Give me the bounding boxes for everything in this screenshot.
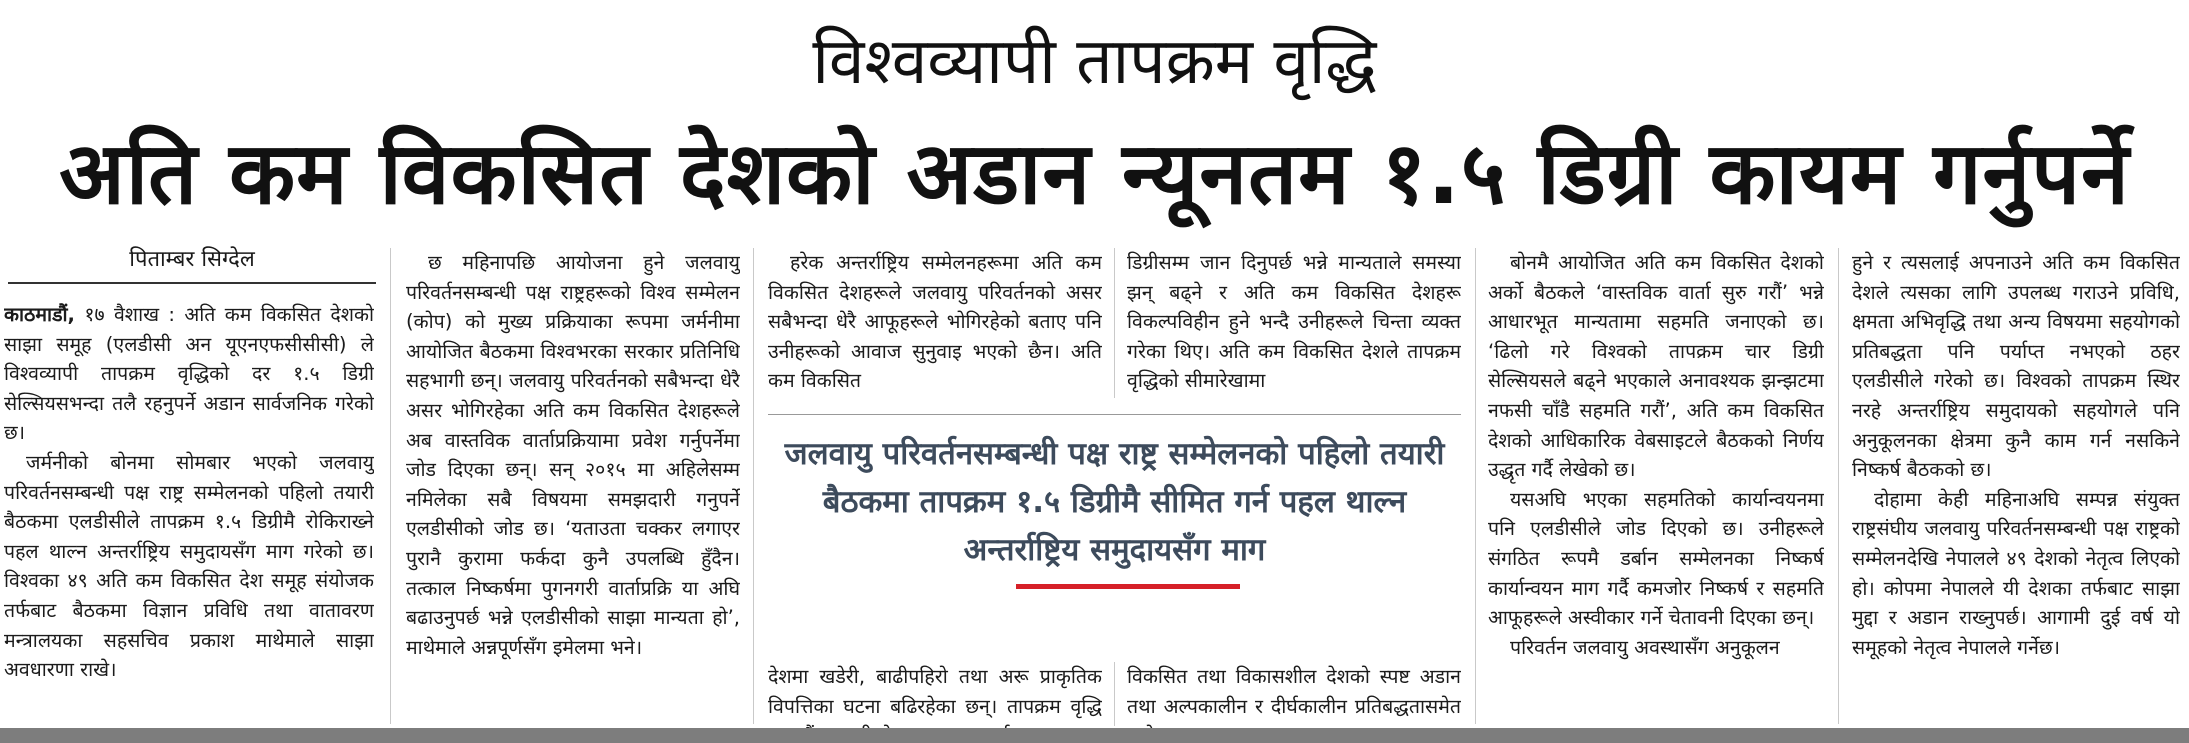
column-divider xyxy=(753,248,754,724)
article-paragraph: विकसित तथा विकासशील देशको स्पष्ट अडान तथा अल्पकालीन र दीर्घकालीन प्रतिबद्धतासमेत xyxy=(1127,665,1461,718)
column-divider xyxy=(1114,248,1115,398)
paragraph-text: १७ वैशाख : अति कम विकसित देशको साझा समूह (एलडीसी अन यूएनएफसीसीसी) ले विश्वव्यापी तापक्रम वृद्धिको दर १.५ डिग्री सेल्सियसभन्दा तलै रहनुपर्ने अडान सार्वजनिक गरेको छ। xyxy=(4,303,374,445)
article-paragraph: हरेक अन्तर्राष्ट्रिय सम्मेलनहरूमा अति कम विकसित देशहरूले जलवायु परिवर्तनको असर सबैभन्दा धेरै आफूहरूले भोगिरहेको बताए पनि उनीहरूको आवाज सुनुवाइ भएको छैन। अति कम विकसित xyxy=(768,251,1102,393)
article-paragraph: दोहामा केही महिनाअघि सम्पन्न संयुक्त राष्ट्रसंघीय जलवायु परिवर्तनसम्बन्धी पक्ष राष्ट्रको सम्मेलनदेखि नेपालले ४९ देशको नेतृत्व लिएको हो। कोपमा नेपालले यी देशका तर्फबाट साझा मुद्दा र अडान राख्नुपर्छ। आगामी दुई वर्ष यो समूहको नेतृत्व नेपालले गर्नेछ। xyxy=(1852,487,2180,659)
dateline: काठमाडौं, xyxy=(4,303,75,326)
pull-quote: जलवायु परिवर्तनसम्बन्धी पक्ष राष्ट्र सम्मेलनको पहिलो तयारी बैठकमा तापक्रम १.५ डिग्रीमै सीमित गर्न पहल थाल्न अन्तर्राष्ट्रिय समुदायसँग माग xyxy=(784,436,1445,568)
article-column-3-top xyxy=(768,248,1102,396)
article-column-6 xyxy=(1852,248,2180,718)
article-paragraph: हुने र त्यसलाई अपनाउने अति कम विकसित देशले त्यसका लागि उपलब्ध गराउने प्रविधि, क्षमता अभिवृद्धि तथा अन्य विषयमा सहयोगको प्रतिबद्धता पनि पर्याप्त नभएको ठहर एलडीसीले गरेको छ। विश्वको तापक्रम स्थिर नरहे अन्तर्राष्ट्रिय समुदायको सहयोगले पनि अनुकूलनका क्षेत्रमा कुनै काम गर्न नसकिने निष्कर्ष बैठकको छ। xyxy=(1852,251,2180,482)
page-bottom-band xyxy=(0,728,2189,743)
byline: पिताम्बर सिग्देल xyxy=(8,244,376,284)
article-column-5 xyxy=(1488,248,1824,718)
article-paragraph: बोनमै आयोजित अति कम विकसित देशको अर्को बैठकले ‘वास्तविक वार्ता सुरु गरौं’ भन्ने आधारभूत मान्यतामा सहमति जनाएको छ। ‘ढिलो गरे विश्वको तापक्रम चार डिग्री सेल्सियसले बढ्ने भएकाले अनावश्यक झन्झटमा नफसी चाँडै सहमति गरौं’, अति कम विकसित देशको आधिकारिक वेबसाइटले बैठकको निर्णय उद्धृत गर्दै लेखेको छ। xyxy=(1488,251,1824,482)
article-column-4-top xyxy=(1127,248,1461,396)
column-divider xyxy=(390,248,391,724)
column-divider xyxy=(1114,662,1115,726)
article-paragraph: छ महिनापछि आयोजना हुने जलवायु परिवर्तनसम्बन्धी पक्ष राष्ट्रहरूको विश्व सम्मेलन (कोप) को मुख्य प्रक्रियाका रूपमा जर्मनीमा आयोजित बैठकमा विश्वभरका सरकार प्रतिनिधि सहभागी छन्। जलवायु परिवर्तनको सबैभन्दा धेरै असर भोगिरहेका अति कम विकसित देशहरूले अब वास्तविक वार्ताप्रक्रियामा प्रवेश गर्नुपर्नेमा जोड दिएका छन्। सन् २०१५ मा अहिलेसम्म नमिलेका सबै विषयमा समझदारी गनुपर्ने एलडीसीको जोड छ। ‘यताउता चक्कर लगाएर पुरानै कुरामा फर्कदा कुनै उपलब्धि हुँदैन। तत्काल निष्कर्षमा पुगनगरी वार्ताप्रक्रि या अघि बढाउनुपर्छ भन्ने एलडीसीको साझा मान्यता हो’, माथेमाले अन्नपूर्णसँग इमेलमा भने। xyxy=(406,251,740,659)
article-column-3-bottom xyxy=(768,662,1102,737)
article-column-2 xyxy=(406,248,740,718)
article-paragraph: यसअघि भएका सहमतिको कार्यान्वयनमा पनि एलडीसीले जोड दिएको छ। उनीहरूले संगठित रूपमै डर्बान सम्मेलनका निष्कर्ष कार्यान्वयन माग गर्दै कमजोर निष्कर्ष र सहमति आफूहरूले अस्वीकार गर्ने चेतावनी दिएका छन्। xyxy=(1488,487,1824,630)
article-paragraph: देशमा खडेरी, बाढीपहिरो तथा अरू प्राकृतिक विपत्तिका घटना बढिरहेका छन्। तापक्रम वृद्धि xyxy=(768,665,1102,718)
article-column-1 xyxy=(4,300,374,720)
headline: अति कम विकसित देशको अडान न्यूनतम १.५ डिग्री कायम गर्नुपर्ने xyxy=(59,124,2130,224)
article-paragraph: परिवर्तन जलवायु अवस्थासँग अनुकूलन xyxy=(1510,635,1780,659)
kicker-title: विश्वव्यापी तापक्रम वृद्धि xyxy=(812,25,1377,99)
article-paragraph xyxy=(4,300,374,448)
article-paragraph: जर्मनीको बोनमा सोमबार भएको जलवायु परिवर्तनसम्बन्धी पक्ष राष्ट्र सम्मेलनको पहिलो तयारी बैठकमा एलडीसीले तापक्रम १.५ डिग्रीमै रोकिराख्ने पहल थाल्न अन्तर्राष्ट्रिय समुदायसँग माग गरेको छ। विश्वका ४९ अति कम विकसित देश समूह संयोजक तर्फबाट बैठकमा विज्ञान प्रविधि तथा वातावरण मन्त्रालयका सहसचिव प्रकाश माथेमाले साझा अवधारणा राखे। xyxy=(4,450,374,682)
column-divider xyxy=(1475,248,1476,724)
article-column-4-bottom xyxy=(1127,662,1461,737)
column-divider xyxy=(1838,248,1839,724)
pull-quote-top-rule xyxy=(768,414,1461,415)
article-paragraph: डिग्रीसम्म जान दिनुपर्छ भन्ने मान्यताले समस्या झन् बढ्ने र अति कम विकसित देशहरू विकल्पविहीन हुने भन्दै उनीहरूले चिन्ता व्यक्त गरेका थिए। अति कम विकसित देशले तापक्रम वृद्धिको सीमारेखामा xyxy=(1127,251,1461,393)
pull-quote-accent-bar xyxy=(1016,584,1240,589)
